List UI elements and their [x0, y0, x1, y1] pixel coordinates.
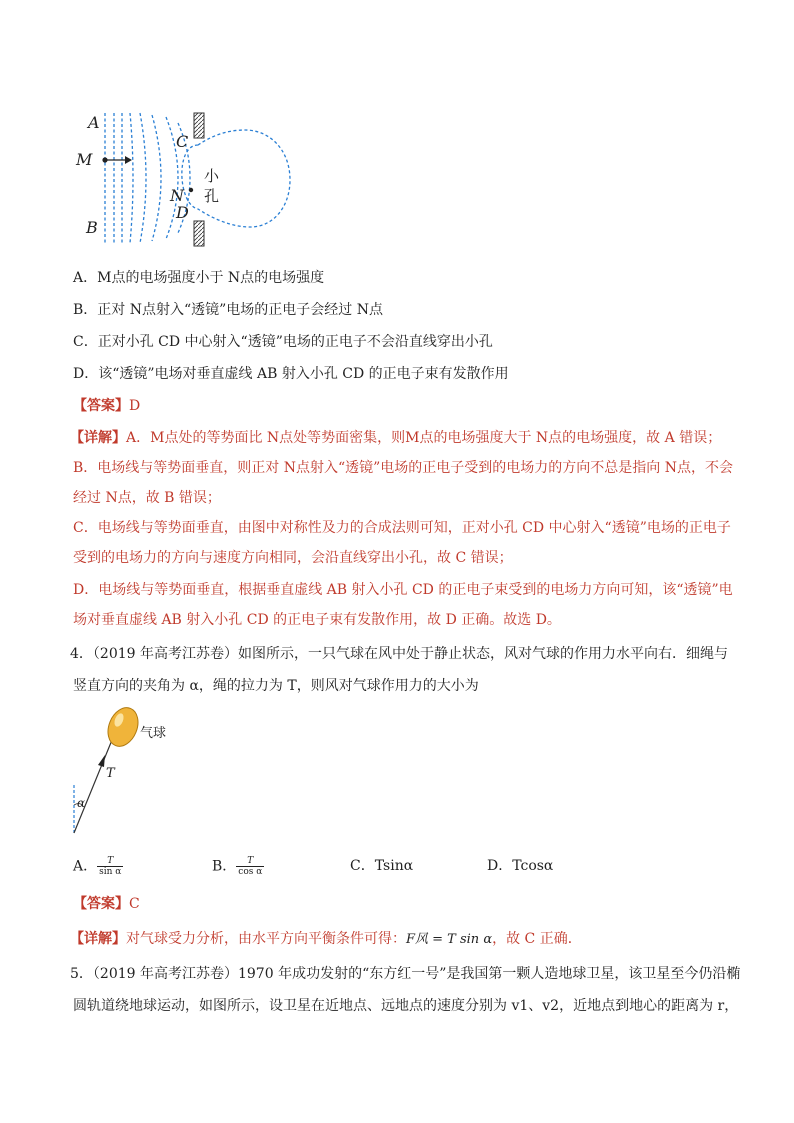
q3-detail-line-6: D．电场线与等势面垂直，根据垂直虚线 AB 射入小孔 CD 的正电子束受到的电场力方向可知，该“透镜”电 — [73, 582, 733, 598]
detail-tag: 【详解】 — [70, 430, 126, 446]
tension-label: T — [106, 766, 115, 781]
q3-detail-line-1 — [70, 428, 721, 448]
fig-label-b: B — [86, 218, 98, 237]
q4-option-b — [212, 856, 264, 877]
q3-detail-line-7: 场对垂直虚线 AB 射入小孔 CD 的正电子束有发散作用，故 D 正确。故选 D。 — [73, 612, 561, 628]
q4-formula: F风 = T sin α — [406, 932, 493, 947]
q4-stem-line-1: 4．（2019 年高考江苏卷）如图所示，一只气球在风中处于静止状态，风对气球的作用力水平向右．细绳与 — [70, 646, 728, 662]
fig-label-n: N — [170, 186, 184, 205]
fig-label-m: M — [76, 150, 93, 169]
q4-option-c: C．Tsinα — [350, 858, 414, 874]
fig-label-a: A — [88, 113, 100, 132]
detail-text: A．M点处的等势面比 N点处等势面密集，则M点的电场强度大于 N点的电场强度，故 A 错误； — [126, 430, 722, 446]
q4-detail-tag: 【详解】 — [70, 931, 126, 947]
q4-stem-line-2: 竖直方向的夹角为 α，绳的拉力为 T，则风对气球作用力的大小为 — [73, 678, 479, 694]
balloon-figure — [68, 705, 188, 840]
lens-figure — [70, 105, 300, 250]
q4-detail-text: 对气球受力分析，由水平方向平衡条件可得： — [126, 931, 406, 947]
q4-option-a-prefix: A． — [73, 858, 98, 875]
q4-option-b-num: T — [236, 856, 264, 867]
q5-stem-line-1: 5．（2019 年高考江苏卷）1970 年成功发射的“东方红一号”是我国第一颗人造地球卫星，该卫星至今仍沿椭 — [70, 966, 741, 982]
q3-option-b: B．正对 N点射入“透镜”电场的正电子会经过 N点 — [73, 302, 384, 318]
q4-detail-end: ，故 C 正确． — [492, 931, 582, 947]
q4-option-b-prefix: B． — [212, 858, 237, 875]
q4-option-b-fraction — [236, 856, 264, 877]
q4-option-b-den: cos α — [238, 867, 263, 877]
q3-option-a: A．M点的电场强度小于 N点的电场强度 — [73, 270, 325, 286]
q4-detail — [70, 929, 582, 950]
balloon-label: 气球 — [140, 726, 167, 741]
q3-detail-line-5: 受到的电场力的方向与速度方向相同，会沿直线穿出小孔，故 C 错误； — [73, 550, 513, 566]
angle-label: α — [77, 796, 86, 810]
q4-option-d: D．Tcosα — [487, 858, 554, 874]
q4-option-a — [73, 856, 123, 877]
fig-label-c: C — [176, 132, 189, 151]
q4-option-a-num: T — [97, 856, 123, 867]
q4-answer-tag: 【答案】 — [73, 896, 129, 912]
answer-tag: 【答案】 — [73, 398, 129, 414]
fig-label-hole-1: 小 — [204, 167, 220, 185]
q3-answer — [73, 396, 140, 416]
answer-value: D — [129, 398, 141, 414]
q4-answer — [73, 894, 140, 914]
q3-detail-line-4: C．电场线与等势面垂直，由图中对称性及力的合成法则可知，正对小孔 CD 中心射入“透镜”电场的正电子 — [73, 520, 731, 536]
q4-option-a-fraction — [97, 856, 123, 877]
fig-label-hole-2: 孔 — [204, 187, 220, 205]
fig-label-d: D — [176, 203, 189, 222]
q5-stem-line-2: 圆轨道绕地球运动，如图所示，设卫星在近地点、远地点的速度分别为 v1、v2，近地点到地心的距离为 r， — [73, 998, 739, 1014]
q4-option-a-den: sin α — [99, 867, 122, 877]
q3-option-d: D．该“透镜”电场对垂直虚线 AB 射入小孔 CD 的正电子束有发散作用 — [73, 366, 509, 382]
q3-detail-line-3: 经过 N点，故 B 错误； — [73, 490, 221, 506]
q3-detail-line-2: B．电场线与等势面垂直，则正对 N点射入“透镜”电场的正电子受到的电场力的方向不总是指向 N点，不会 — [73, 460, 734, 476]
q3-option-c: C．正对小孔 CD 中心射入“透镜”电场的正电子不会沿直线穿出小孔 — [73, 334, 493, 350]
q4-answer-value: C — [129, 896, 140, 912]
